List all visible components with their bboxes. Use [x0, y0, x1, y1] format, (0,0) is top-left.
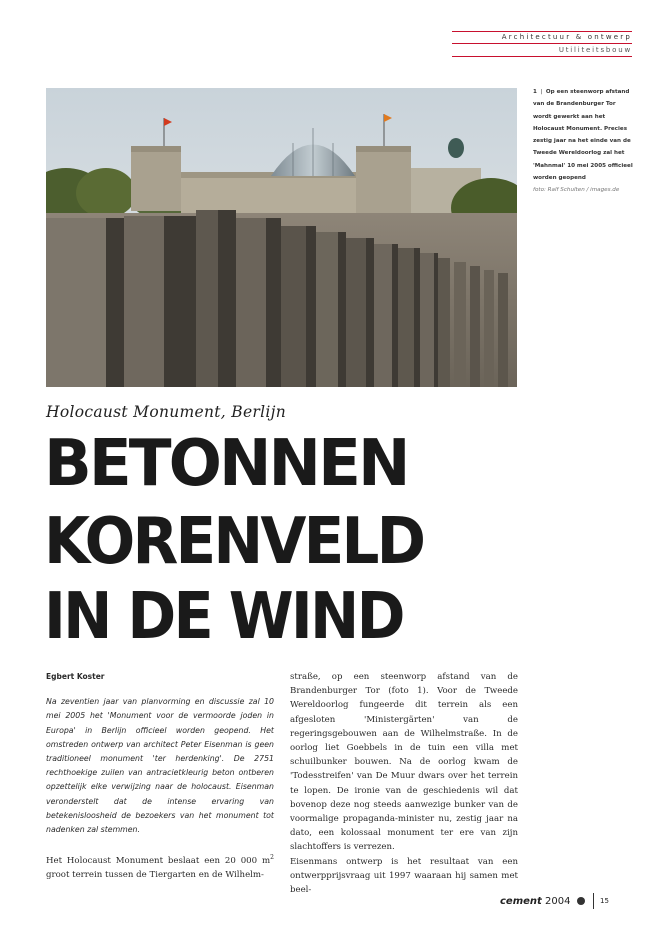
article-subtitle: Holocaust Monument, Berlijn: [46, 403, 287, 421]
photo-caption: [533, 86, 633, 197]
article-intro: Na zeventien jaar van planvorming en discussie zal 10 mei 2005 het 'Monument voor de vermoorde joden in Europa' in Berlijn officieel worden geopend. Het omstreden ontwerp van architect Peter Eisenman is geen traditioneel monument 'ter herdenking'. De 2751 rechthoekige zuilen van antracietkleurig beton ontberen opzettelijk elke verwijzing naar de holocaust. Eisenman veronderstelt dat de intense ervaring van betekenisloosheid de bezoekers van het monument tot nadenken zal stemmen.: [46, 697, 274, 835]
magazine-year: 2004: [545, 896, 571, 907]
caption-text: Op een steenworp afstand van de Brandenburger Tor wordt gewerkt aan het Holocaust Monument. Precies zestig jaar na het einde van de Tweede Wereldoorlog zal het 'Mahnmal' 10 mei 2005 officieel worden geopend: [533, 89, 633, 182]
area-unit-superscript: 2: [270, 854, 274, 862]
article-body-left: [46, 851, 274, 882]
body-left-part-b: groot terrein tussen de Tiergarten en de Wilhelm-: [46, 870, 264, 881]
article-column-right: [290, 670, 518, 897]
section-label: Architectuur & ontwerp: [501, 33, 632, 41]
header-rule-middle: [452, 43, 632, 44]
article-column-left: [46, 670, 274, 883]
caption-separator: |: [538, 89, 545, 95]
page-number: 15: [600, 897, 609, 905]
subsection-label: Utiliteitsbouw: [558, 46, 632, 54]
header-rule-bottom: [452, 56, 632, 57]
body-left-part-a: Het Holocaust Monument beslaat een 20 000 m: [46, 856, 271, 867]
headline-line-2: KORENVELD: [44, 505, 424, 579]
caption-credit: foto: Ralf Schulten / images.de: [533, 187, 620, 194]
magazine-name: cement: [500, 896, 542, 907]
header-rule-top: [452, 31, 632, 32]
article-author: Egbert Koster: [46, 672, 105, 681]
page-footer: [500, 893, 609, 909]
article-body-right-2: Eisenmans ontwerp is het resultaat van een ontwerpprijsvraag uit 1997 waaraan hij samen met beel-: [290, 856, 518, 896]
caption-number: 1: [533, 89, 537, 95]
article-body-right-1: straße, op een steenworp afstand van de Brandenburger Tor (foto 1). Voor de Tweede Wereldoorlog fungeerde dit terrein als een afgesloten 'Ministergärten' van de regeringsgebouwen aan de Wilhelmstraße. In de oorlog liet Goebbels in de tuin een villa met schuilbunker bouwen. Na de oorlog kwam de 'Todesstreifen' van De Muur dwars over het terrein te lopen. De ironie van de geschiedenis wil dat bovenop deze nog steeds aanwezige bunker van de voormalige propaganda-minister nu, zestig jaar na dato, een kolossaal monument ter ere van zijn slachtoffers is verrezen.: [290, 672, 518, 853]
headline-line-3: IN DE WIND: [44, 580, 403, 654]
footer-divider: [593, 893, 594, 909]
memorial-photo-illustration: [46, 88, 517, 387]
headline-line-1: BETONNEN: [44, 427, 408, 501]
cement-logo-icon: [577, 897, 585, 905]
memorial-photo: [46, 88, 517, 387]
